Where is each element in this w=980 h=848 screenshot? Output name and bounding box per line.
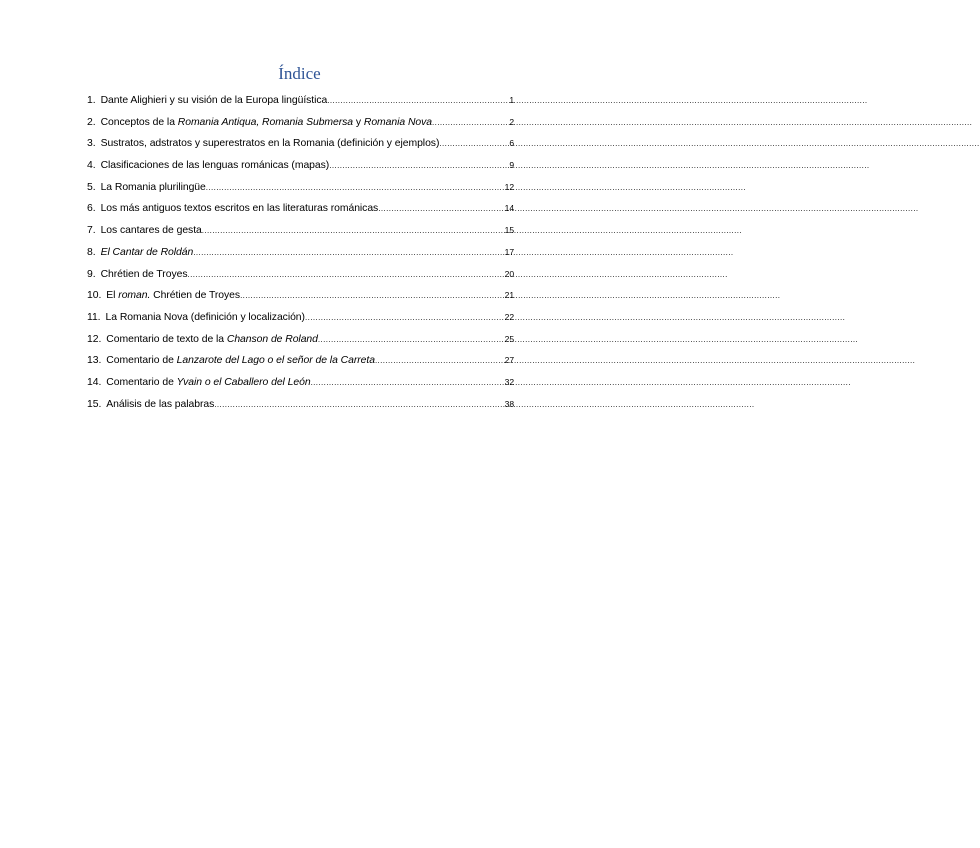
toc-list <box>87 95 514 420</box>
toc-entry-title-part: Los cantares de gesta <box>100 225 202 237</box>
toc-entry[interactable] <box>87 117 514 139</box>
toc-dot-leader <box>318 335 503 344</box>
toc-entry-title <box>106 377 310 388</box>
toc-dot-leader <box>214 400 502 409</box>
toc-entry[interactable] <box>87 290 514 312</box>
toc-entry[interactable] <box>87 247 514 269</box>
toc-entry-page-number: 25 <box>504 333 514 344</box>
toc-entry-title-italic-part: Lanzarote del Lago o el señor de la Carreta <box>176 355 375 367</box>
toc-entry-page-number: 21 <box>504 290 514 301</box>
toc-entry[interactable] <box>87 160 514 182</box>
toc-entry-page-number: 2 <box>509 116 514 127</box>
toc-entry-title-italic-part: Chanson de Roland <box>226 333 318 345</box>
toc-entry-title-part: Comentario de texto de la <box>106 333 227 345</box>
toc-entry[interactable] <box>87 399 514 421</box>
toc-entry-title <box>106 355 375 366</box>
toc-entry[interactable] <box>87 312 514 334</box>
toc-entry-title-part: La Romania plurilingüe <box>100 181 206 193</box>
toc-entry-title <box>101 117 432 128</box>
toc-entry-page-number: 9 <box>509 160 514 171</box>
toc-dot-leader <box>206 183 503 192</box>
toc-entry-title-part: El <box>106 290 119 302</box>
toc-entry-number: 7. <box>87 225 96 237</box>
toc-entry[interactable] <box>87 377 514 399</box>
toc-entry-title <box>101 203 379 214</box>
toc-entry-title-part: Los más antiguos textos escritos en las literaturas románicas <box>100 203 379 215</box>
toc-entry-number: 6. <box>87 203 96 215</box>
toc-entry-title-part: Conceptos de la <box>100 116 178 128</box>
toc-dot-leader <box>432 118 507 127</box>
toc-dot-leader <box>187 270 502 279</box>
toc-entry-title <box>106 290 240 301</box>
toc-entry-title-part: La Romania Nova (definición y localización) <box>105 311 305 323</box>
toc-entry-title <box>101 225 202 236</box>
toc-dot-leader <box>439 139 507 148</box>
toc-entry-page-number: 22 <box>504 311 514 322</box>
toc-entry-page-number: 20 <box>504 268 514 279</box>
toc-entry-title <box>101 160 330 171</box>
toc-entry-title-italic-part: Romania Nova <box>363 116 433 128</box>
toc-entry-title-part: Chrétien de Troyes <box>150 290 241 302</box>
toc-entry-page-number: 14 <box>504 203 514 214</box>
toc-dot-leader <box>378 204 502 213</box>
toc-dot-leader <box>375 356 503 365</box>
toc-entry-title-part: Comentario de <box>106 376 177 388</box>
toc-entry-title <box>106 399 214 410</box>
toc-entry-title-italic-part: Romania Antiqua, Romania Submersa <box>177 116 354 128</box>
toc-entry-title <box>106 312 305 323</box>
toc-entry[interactable] <box>87 138 514 160</box>
toc-entry-title-part: Clasificaciones de las lenguas románicas (mapas) <box>100 160 330 172</box>
toc-entry-number: 2. <box>87 116 96 128</box>
toc-entry-number: 14. <box>87 376 102 388</box>
toc-entry-page-number: 1 <box>509 95 514 105</box>
toc-entry-number: 9. <box>87 268 96 280</box>
toc-dot-leader <box>311 378 503 387</box>
toc-entry-title <box>106 334 318 345</box>
toc-entry[interactable] <box>87 182 514 204</box>
toc-entry-title-part: Dante Alighieri y su visión de la Europa lingüística <box>100 95 328 106</box>
toc-title: Índice <box>278 64 321 83</box>
toc-entry[interactable] <box>87 269 514 291</box>
toc-entry-number: 4. <box>87 160 96 172</box>
toc-entry-title <box>101 182 206 193</box>
toc-entry-title <box>101 247 194 258</box>
toc-dot-leader <box>305 313 503 322</box>
toc-entry-number: 12. <box>87 333 102 345</box>
toc-entry-page-number: 27 <box>504 355 514 366</box>
toc-entry-number: 10. <box>87 290 102 302</box>
toc-entry-title-italic-part: roman. <box>118 290 151 302</box>
toc-entry-title-italic-part: El Cantar de Roldán <box>100 246 194 258</box>
toc-entry[interactable] <box>87 225 514 247</box>
toc-entry-number: 8. <box>87 246 96 258</box>
toc-entry-number: 15. <box>87 398 102 410</box>
toc-entry-title-part: Sustratos, adstratos y superestratos en la Romania (definición y ejemplos) <box>100 138 440 150</box>
toc-entry-page-number: 15 <box>504 225 514 236</box>
toc-entry-page-number: 38 <box>504 398 514 409</box>
toc-dot-leader <box>329 161 507 170</box>
toc-entry-number: 5. <box>87 181 96 193</box>
toc-dot-leader <box>240 291 503 300</box>
toc-entry-number: 3. <box>87 138 96 150</box>
toc-dot-leader <box>202 226 503 235</box>
toc-entry-page-number: 32 <box>504 376 514 387</box>
toc-entry-title <box>101 269 188 280</box>
toc-entry-title-part: Comentario de <box>106 355 177 367</box>
toc-entry-page-number: 6 <box>509 138 514 149</box>
toc-entry-title <box>101 138 440 149</box>
toc-entry-title-part: Chrétien de Troyes <box>100 268 188 280</box>
toc-entry[interactable] <box>87 355 514 377</box>
toc-dot-leader <box>193 248 502 257</box>
toc-entry-title-part: y <box>353 116 364 128</box>
toc-entry-title <box>101 95 328 106</box>
toc-entry[interactable] <box>87 334 514 356</box>
toc-entry[interactable] <box>87 95 514 117</box>
toc-dot-leader <box>327 96 507 105</box>
toc-entry-number: 11. <box>87 311 101 323</box>
toc-entry-page-number: 12 <box>504 181 514 192</box>
toc-entry-title-italic-part: Yvain o el Caballero del León <box>176 376 311 388</box>
toc-entry[interactable] <box>87 203 514 225</box>
toc-entry-number: 13. <box>87 355 102 367</box>
toc-entry-page-number: 17 <box>504 246 514 257</box>
toc-entry-number: 1. <box>87 95 96 106</box>
toc-entry-title-part: Análisis de las palabras <box>106 398 215 410</box>
